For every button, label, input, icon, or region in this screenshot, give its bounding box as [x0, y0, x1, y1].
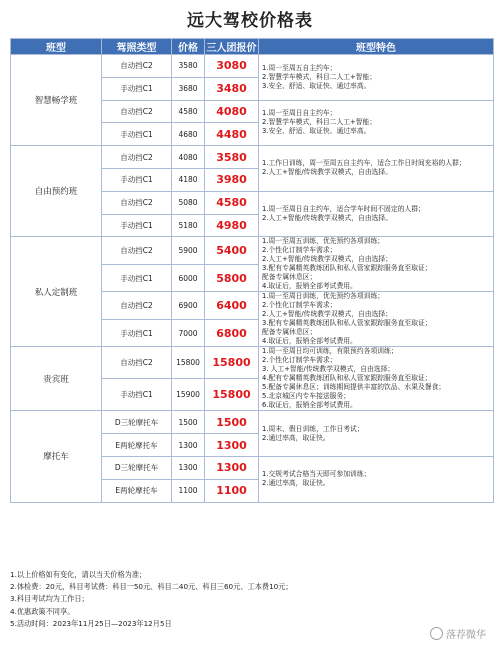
feature-line: 2.人工+智能/传统教学双模式，自由选择； [262, 255, 393, 264]
license-type-cell: 手动挡C1 [102, 77, 172, 100]
price-cell: 5080 [172, 191, 205, 214]
feature-line: 1.交规考试合格当天即可参加训练； [262, 470, 371, 479]
feature-line: 3.安全、舒适、取证快、通过率高。 [262, 127, 371, 136]
feature-line: 2.通过率高，取证快。 [262, 479, 330, 488]
notes [10, 569, 490, 630]
price-cell: 15800 [172, 347, 205, 379]
table-row [11, 347, 494, 379]
class-name-cell: 摩托车 [11, 411, 102, 502]
group-price-cell: 1300 [205, 434, 259, 457]
license-type-cell: 自动挡C2 [102, 100, 172, 123]
feature-line: 2.个性化订制学车需求； [262, 246, 337, 255]
price-cell: 3580 [172, 55, 205, 78]
price-cell: 7000 [172, 319, 205, 347]
group-price-cell: 4980 [205, 214, 259, 237]
license-type-cell: 自动挡C2 [102, 347, 172, 379]
note-item: 5.活动时间：2023年11月25日—2023年12月5日 [10, 618, 172, 628]
feature-line: 3.配有专属精英教练团队和私人管家跟踪服务直至取证； [262, 319, 432, 328]
group-price-cell: 3080 [205, 55, 259, 78]
features-cell [259, 456, 494, 502]
price-cell: 1500 [172, 411, 205, 434]
note-item: 2.体检费：20元，科目考试费：科目一50元、科目二40元、科目三60元、工本费10元； [10, 582, 293, 592]
feature-line: 1.周一至周五自主约车； [262, 63, 337, 72]
features-cell [259, 292, 494, 347]
license-type-cell: 自动挡C2 [102, 146, 172, 169]
price-cell: 4180 [172, 168, 205, 191]
features-cell [259, 100, 494, 146]
license-type-cell: 自动挡C2 [102, 237, 172, 265]
group-price-cell: 15800 [205, 347, 259, 379]
group-price-cell: 1100 [205, 479, 259, 502]
features-cell [259, 347, 494, 411]
header-license-type: 驾照类型 [102, 39, 172, 55]
group-price-cell: 5400 [205, 237, 259, 265]
license-type-cell: 自动挡C2 [102, 55, 172, 78]
feature-line: 1.周一至周日自主约车； [262, 109, 337, 118]
class-name-cell: 私人定制班 [11, 237, 102, 347]
price-cell: 4580 [172, 100, 205, 123]
feature-line: 5.配备专属休息区；训练期间提供丰富的饮品、水果及餐食； [262, 383, 446, 392]
table-body [11, 55, 494, 503]
group-price-cell: 3980 [205, 168, 259, 191]
feature-line: 2.人工+智能/传统教学双模式，自由选择。 [262, 214, 393, 223]
license-type-cell: D三轮摩托车 [102, 411, 172, 434]
page-title: 远大驾校价格表 [187, 11, 313, 31]
group-price-cell: 4480 [205, 123, 259, 146]
feature-line: 2.通过率高，取证快。 [262, 433, 330, 442]
feature-line: 6.取证后，报销全部考试费用。 [262, 401, 357, 410]
feature-line: 5.北京城区内专车接送服务； [262, 392, 351, 401]
watermark-text: 落荐微华 [446, 630, 486, 641]
license-type-cell: 自动挡C2 [102, 292, 172, 320]
watermark-logo-icon [430, 627, 443, 640]
features-cell [259, 237, 494, 292]
feature-line: 配备专属休息区； [262, 273, 317, 282]
header-price: 价格 [172, 39, 205, 55]
license-type-cell: 手动挡C1 [102, 379, 172, 411]
note-item: 1.以上价格如有变化，请以当天价格为准； [10, 570, 147, 579]
features-cell [259, 411, 494, 457]
price-cell: 1300 [172, 434, 205, 457]
price-table [10, 38, 494, 503]
price-cell: 15900 [172, 379, 205, 411]
feature-line: 1.周末、假日训练，工作日考试； [262, 424, 364, 433]
table-row [11, 237, 494, 265]
group-price-cell: 5800 [205, 264, 259, 292]
feature-line: 4.取证后，报销全部考试费用。 [262, 282, 357, 291]
group-price-cell: 6800 [205, 319, 259, 347]
class-name-cell: 智慧畅学班 [11, 55, 102, 146]
class-name-cell: 贵宾班 [11, 347, 102, 411]
price-cell: 6900 [172, 292, 205, 320]
header-class: 班型 [11, 39, 102, 55]
feature-line: 1.周一至周日均可训练，有限预约各项训练； [262, 347, 398, 356]
license-type-cell: 手动挡C1 [102, 168, 172, 191]
feature-line: 2.智慧学车模式，科目二人工+智能； [262, 72, 377, 81]
table-row [11, 146, 494, 169]
price-cell: 5180 [172, 214, 205, 237]
group-price-cell: 3580 [205, 146, 259, 169]
feature-line: 2.个性化订制学车需求； [262, 356, 337, 365]
table-row [11, 411, 494, 434]
feature-line: 1.周一至周日自主约车，适合学车时间不固定的人群； [262, 205, 425, 214]
features-cell [259, 191, 494, 237]
features-cell [259, 146, 494, 192]
price-cell: 5900 [172, 237, 205, 265]
license-type-cell: D三轮摩托车 [102, 456, 172, 479]
price-cell: 1100 [172, 479, 205, 502]
license-type-cell: 手动挡C1 [102, 123, 172, 146]
price-cell: 4080 [172, 146, 205, 169]
feature-line: 4.取证后，报销全部考试费用。 [262, 337, 357, 346]
features-cell [259, 55, 494, 101]
note-item: 4.优惠政策不同享。 [10, 606, 75, 616]
price-cell: 3680 [172, 77, 205, 100]
feature-line: 2.人工+智能/传统教学双模式，自由选择； [262, 310, 393, 319]
group-price-cell: 1500 [205, 411, 259, 434]
table-row [11, 55, 494, 78]
group-price-cell: 3480 [205, 77, 259, 100]
price-cell: 1300 [172, 456, 205, 479]
feature-line: 4.配有专属精英教练团队和私人管家跟踪服务直至取证； [262, 374, 432, 383]
feature-line: 2.智慧学车模式，科目二人工+智能； [262, 118, 377, 127]
group-price-cell: 15800 [205, 379, 259, 411]
group-price-cell: 1300 [205, 456, 259, 479]
header-group-price: 三人团报价 [205, 39, 259, 55]
license-type-cell: 手动挡C1 [102, 319, 172, 347]
feature-line: 3.安全、舒适、取证快、通过率高。 [262, 81, 371, 90]
class-name-cell: 自由预约班 [11, 146, 102, 237]
table-header-row [11, 39, 494, 55]
feature-line: 2.人工+智能/传统教学双模式，自由选择。 [262, 168, 393, 177]
feature-line: 1.工作日训练，周一至周五自主约车，适合工作日时间充裕的人群； [262, 159, 466, 168]
price-cell: 4680 [172, 123, 205, 146]
license-type-cell: E两轮摩托车 [102, 434, 172, 457]
license-type-cell: E两轮摩托车 [102, 479, 172, 502]
group-price-cell: 6400 [205, 292, 259, 320]
license-type-cell: 手动挡C1 [102, 214, 172, 237]
feature-line: 3.配有专属精英教练团队和私人管家跟踪服务直至取证； [262, 264, 432, 273]
feature-line: 配备专属休息区； [262, 328, 317, 337]
price-cell: 6000 [172, 264, 205, 292]
feature-line: 1.周一至周五训练，优先预约各项训练； [262, 237, 385, 246]
group-price-cell: 4580 [205, 191, 259, 214]
header-features: 班型特色 [259, 39, 494, 55]
watermark [430, 626, 486, 641]
license-type-cell: 自动挡C2 [102, 191, 172, 214]
group-price-cell: 4080 [205, 100, 259, 123]
feature-line: 1.周一至周日训练，优先预约各项训练； [262, 292, 385, 301]
note-item: 3.科目考试均为工作日； [10, 594, 89, 604]
feature-line: 2.个性化订制学车需求； [262, 301, 337, 310]
feature-line: 3. 人工+智能/传统教学双模式，自由选择； [262, 365, 395, 374]
license-type-cell: 手动挡C1 [102, 264, 172, 292]
